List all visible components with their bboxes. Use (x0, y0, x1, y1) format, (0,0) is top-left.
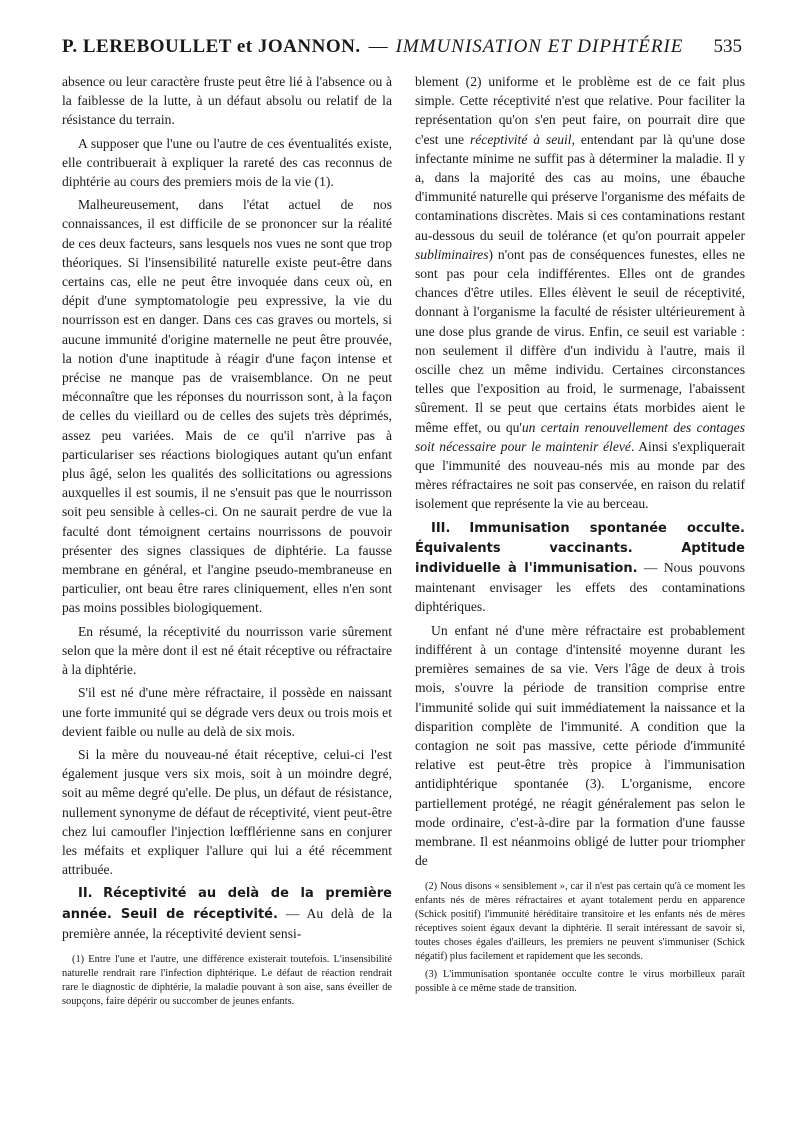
footnote-3: (3) L'immunisation spontanée occulte contre le virus morbilleux paraît possible à ce même stade de transition. (415, 969, 745, 995)
section-3-number: III. (431, 520, 451, 536)
footnote-1: (1) Entre l'une et l'autre, une différence existerait toutefois. L'insensibilité naturelle rendrait rare l'infection diphtérique. Le défaut de réaction rendrait rare le diagnostic de diphtérie, la maladie pouvant à son aise, sans éveiller de soupçons, faire dépérir ou succomber de jeunes enfants. (62, 953, 392, 1007)
right-p1-emphasis-1: réceptivité à seuil (469, 131, 572, 147)
section-3-text: — Nous pouvons maintenant envisager les effets des contaminations diphtériques. (415, 560, 746, 615)
left-paragraph-6: Si la mère du nouveau-né était réceptive, celui-ci l'est également jusque vers six mois, soit à un moindre degré, soit au même degré qu'elle. De plus, un défaut de résistance, nullement synonyme de défaut de réceptivité, vient peut-être chez lui camoufler l'injection lœfflérienne sans en conjurer les méfaits et expliquer l'allure qui lui a été récemment attribuée. (62, 746, 392, 878)
left-footnotes (62, 953, 392, 1009)
section-2-text: — Au delà de la première année, la réceptivité devient sensi- (62, 905, 393, 941)
right-footnotes (415, 880, 745, 996)
right-p1-emphasis-3: un certain renouvellement des contages soit nécessaire pour le maintenir élevé (415, 419, 745, 454)
right-paragraph-2: Un enfant né d'une mère réfractaire est probablement indifférent à un contage d'intensité moyenne durant les premières semaines de sa vie. Vers l'âge de deux à trois mois, s'ouvre la période de transition comprise entre l'immunité solide qui suit immédiatement la naissance et la disparition complète de l'immunité. A condition que la contagion ne soit pas massive, cette période d'immunité relative est peut-être très propice à l'immunisation antidiphtérique spontanée (3). L'organisme, encore partiellement protégé, ne réagit généralement pas selon le mode ordinaire, c'est-à-dire par la formation d'une fausse membrane. Il est néanmoins obligé de lutter pour triompher de (415, 622, 745, 869)
right-p1-part-b: , entendant par là qu'une dose infectante minime ne suffit pas à déterminer la maladie. Il y a, dans la majorité des cas au moins, une ébauche d'immunité naturelle qui préserve l'organisme des méfaits de contaminations discrètes. Mais si ces contaminations restant au-dessous du seuil de tolérance (et qu'on pourrait appeler (415, 131, 745, 243)
section-2-heading (62, 883, 392, 943)
left-paragraph-3: Malheureusement, dans l'état actuel de nos connaissances, il est difficile de se prononcer sur la réalité de ces deux facteurs, sans lesquels nos vues ne sont que trop théoriques. Si l'insensibilité naturelle existe peut-être dans certains cas, elle ne peut être invoquée dans ceux où, en dépit d'une symptomatologie peu expressive, la vie du nourrisson est en danger. Dans ces cas graves ou mortels, si aucune immunité d'origine maternelle ne peut être prouvée, la notion d'une inaptitude à réagir d'une façon intense et précise ne manque pas de vraisemblance. On ne peut méconnaître que les réponses du nourrisson sont, à la façon de celles du vieillard ou de celles des sujets très déprimés, assez peu variées. Mais de ce qu'il n'arrive pas à particulariser ses réactions biologiques autant qu'un enfant plus âgé, selon les qualités des sollicitations ou agressions auxquelles il est soumis, il ne s'ensuit pas que le nourrisson soit peu sensible à celles-ci. On ne saurait perdre de vue la faculté dont témoignent certains nourrissons de pouvoir présenter des signes classiques de diphtérie. La fausse membrane en général, et l'angine pseudo-membraneuse en particulier, ont beau être rares cliniquement, elles n'en sont pas moins possibles biologiquement. (62, 197, 392, 616)
left-paragraph-2: A supposer que l'une ou l'autre de ces éventualités existe, elle contribuerait à expliquer la rareté des cas reconnus de diphtérie au cours des premiers mois de la vie (1). (62, 135, 392, 190)
right-p1-part-c: ) n'ont pas de conséquences funestes, elles ne sont pas pour cela indifférentes. Elles ont de grandes chances d'être utiles. Elles élèvent le seuil de réceptivité, donnant à l'organisme la faculté de résister ultérieurement à une dose plus grande de virus. Enfin, ce seuil est variable : non seulement il diffère d'un individu à l'autre, mais il oscille chez un même individu. Certaines circonstances telles que l'exposition au froid, le surmenage, l'abaissent sûrement. Il se peut que certains états morbides aient le même effet, ou qu' (415, 246, 745, 435)
left-column (62, 72, 392, 1013)
right-paragraph-1 (415, 72, 745, 514)
section-2-number: II. (78, 886, 93, 902)
right-p1-part-d: . Ainsi s'expliquerait que l'immunité des nouveau-nés mis au monde par des mères réfractaires ne soit pas conservée, en raison du relatif isolement que représente la vie au berceau. (415, 438, 745, 512)
running-header (62, 36, 742, 66)
header-title-group (62, 36, 683, 58)
section-3-title: Immunisation spontanée occulte. Équivalents vaccinants. Aptitude individuelle à l'immunisation. (415, 520, 745, 577)
left-paragraph-5: S'il est né d'une mère réfractaire, il possède en naissant une forte immunité qui se dégrade vers deux ou trois mois et devient faible ou nulle au delà de six mois. (62, 685, 392, 739)
footnote-2: (2) Nous disons « sensiblement », car il n'est pas certain qu'à ce moment les enfants nés de mères réfractaires et ayant totalement perdu en apparence (Schick positif) l'immunité héréditaire transitoire et les enfants nés de mères réceptives soient égaux devant la diphtérie. Il serait intéressant de savoir si, toutes choses égales d'ailleurs, les premiers ne peuvent s'immuniser (Schick négatif) plus facilement et rapidement que les seconds. (415, 881, 745, 963)
page-number: 535 (713, 36, 742, 57)
right-column (415, 72, 745, 1000)
header-authors: P. LEREBOULLET et JOANNON. (62, 36, 361, 57)
left-paragraph-1: absence ou leur caractère fruste peut être lié à l'absence ou à la faiblesse de la lutte, à un défaut absolu ou relatif de la résistance du terrain. (62, 74, 392, 128)
left-paragraph-4: En résumé, la réceptivité du nourrisson varie sûrement selon que la mère dont il est né était réceptive ou réfractaire à la diphtérie. (62, 623, 392, 678)
header-separator: — (368, 36, 388, 57)
section-2-title: Réceptivité au delà de la première année. Seuil de réceptivité. (62, 886, 392, 922)
right-p1-emphasis-2: subliminaires (415, 246, 489, 262)
header-running-title: IMMUNISATION ET DIPHTÉRIE (395, 36, 684, 57)
section-3-heading (415, 518, 745, 617)
right-p1-part-a: blement (2) uniforme et le problème est de ce fait plus simple. Cette réceptivité n'est que relative. Pour faciliter la représentation qu'on s'en peut faire, on pourrait dire que c'est une (415, 74, 745, 147)
